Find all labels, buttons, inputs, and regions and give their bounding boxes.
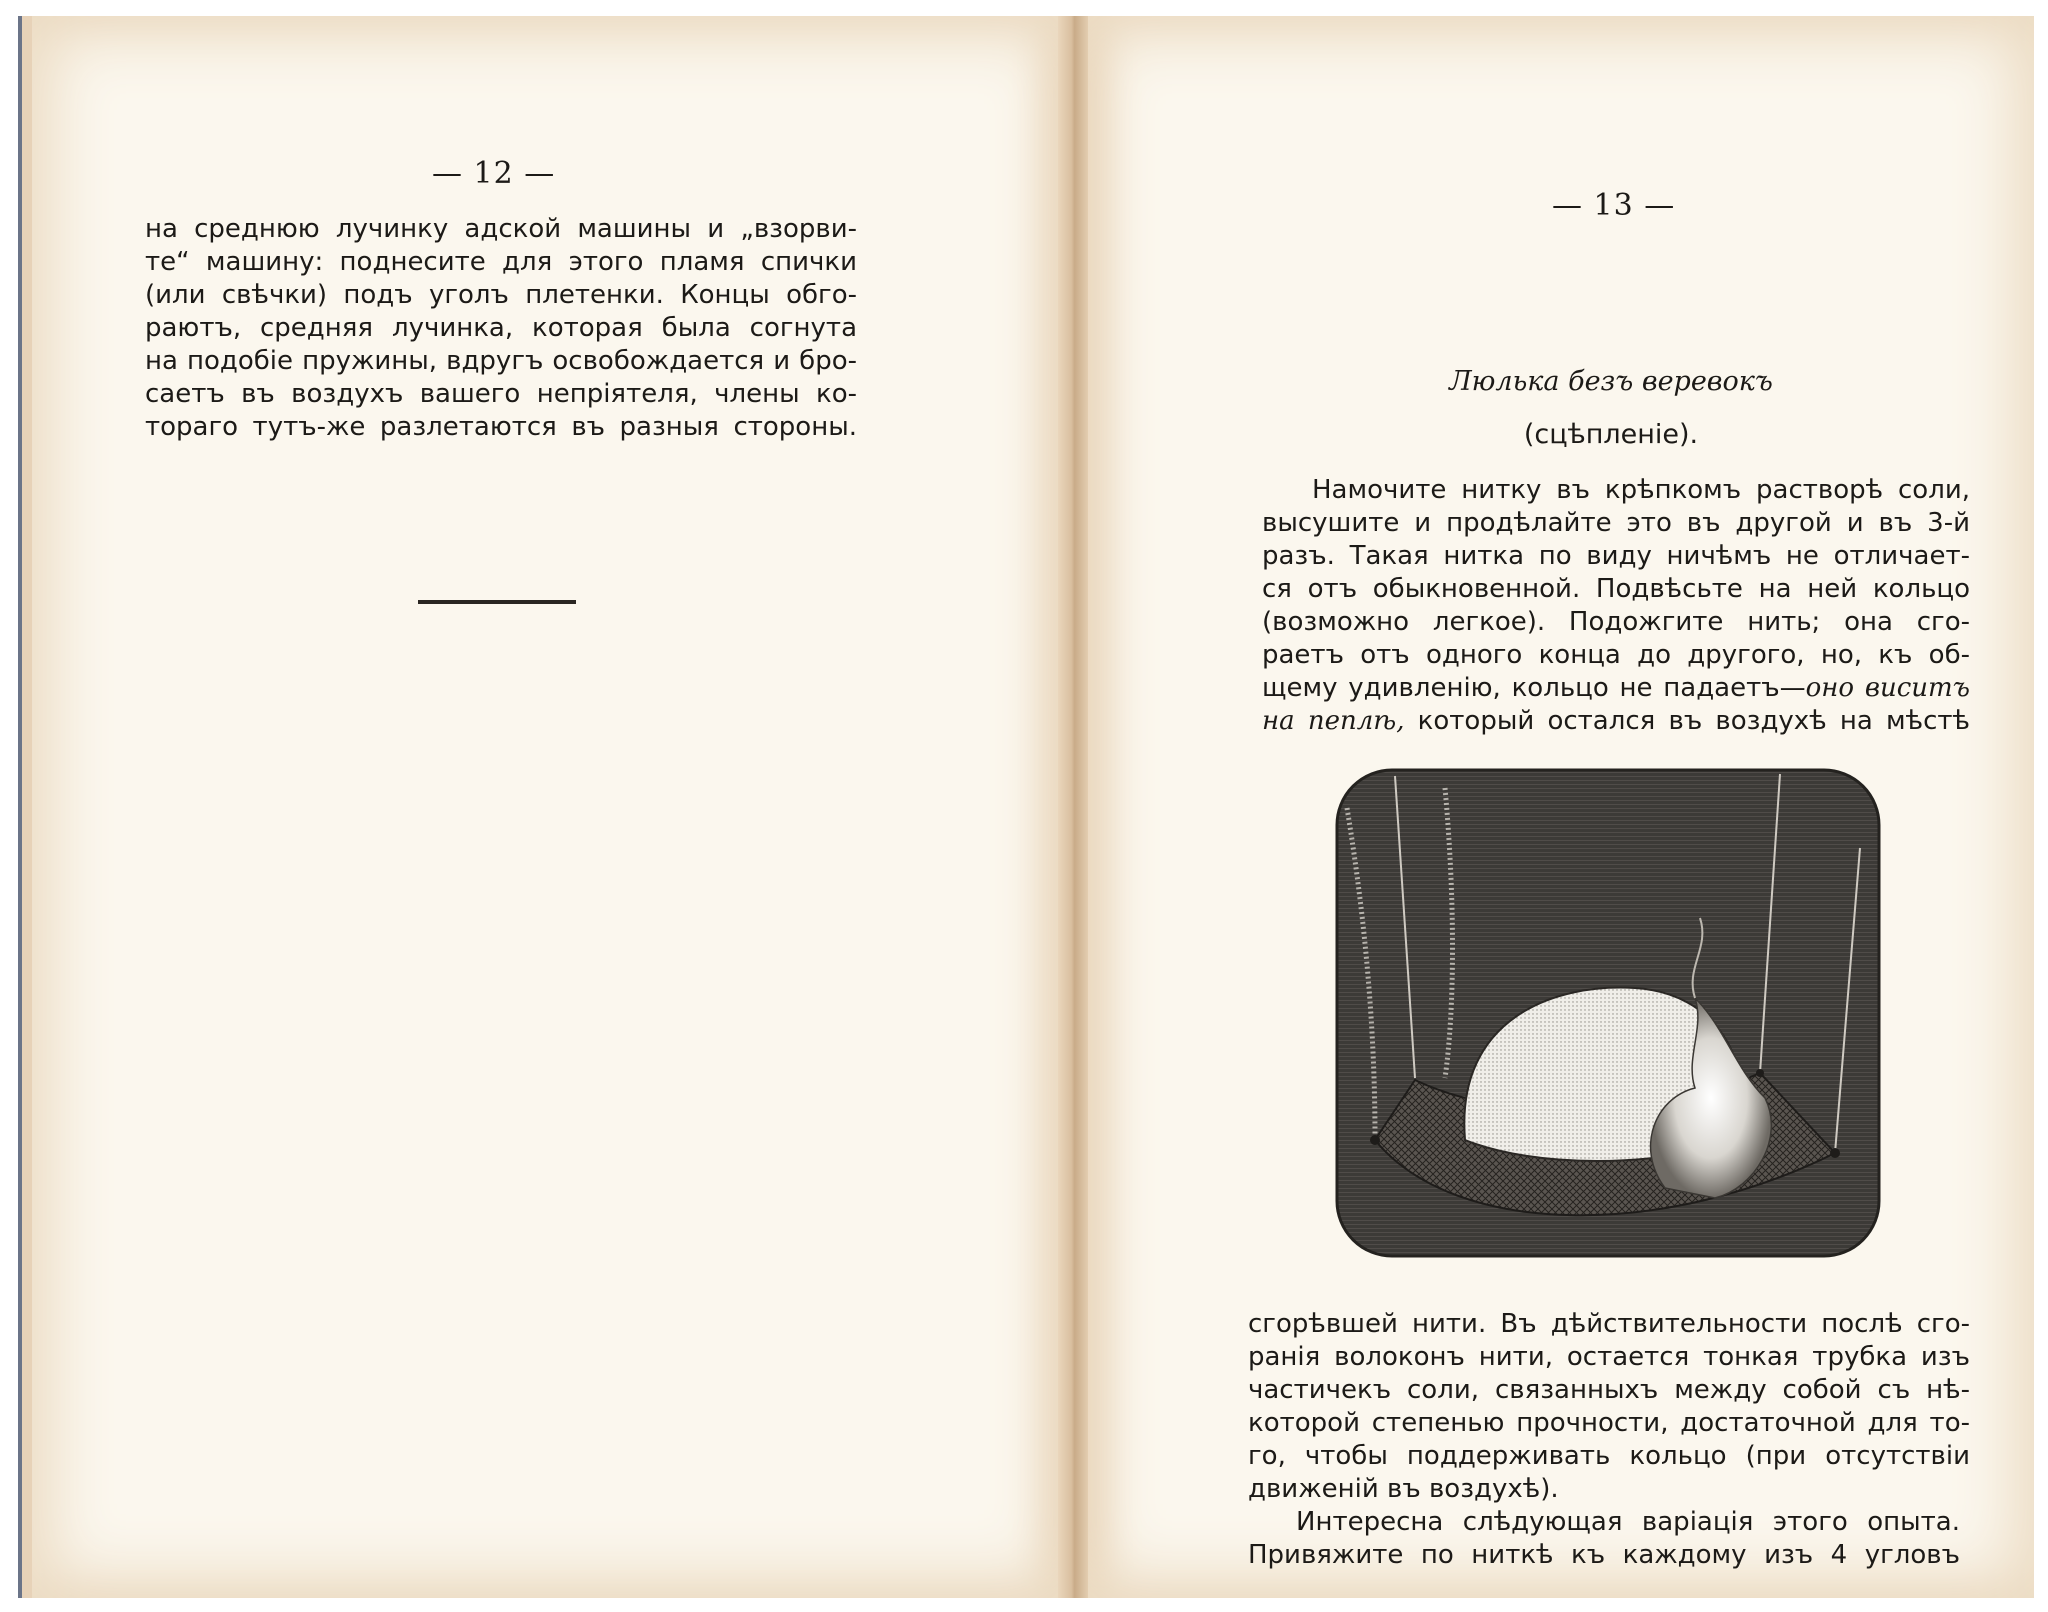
left-page-text	[145, 213, 857, 444]
paragraph-3	[1248, 1506, 1960, 1572]
italic-emphasis: на пеплѣ,	[1262, 706, 1405, 736]
text-line	[1262, 672, 1970, 705]
text-line: Интересна слѣдующая варіація этого опыта.	[1296, 1507, 1960, 1537]
text-line: которой степенью прочности, достаточной для то-	[1248, 1408, 1970, 1438]
text-line: высушите и продѣлайте это въ другой и въ 3-й	[1262, 508, 1970, 538]
text-line: тораго тутъ-же разлетаются въ разныя стороны.	[145, 412, 857, 442]
text-line: сгорѣвшей нити. Въ дѣйствительности послѣ сго-	[1248, 1309, 1970, 1339]
paragraph-2	[1248, 1308, 1970, 1506]
text-line: Привяжите по ниткѣ къ каждому изъ 4 угловъ	[1248, 1540, 1960, 1570]
italic-emphasis: оно виситъ	[1805, 673, 1970, 703]
right-page-number: — 13 —	[1552, 188, 1676, 223]
hammock-illustration	[1335, 768, 1881, 1258]
text-line: (возможно легкое). Подожгите нить; она сго-	[1262, 607, 1970, 637]
text-line: ранія волоконъ нити, остается тонкая трубка изъ	[1248, 1342, 1970, 1372]
section-subtitle: (сцѣпленіе).	[1523, 419, 1699, 450]
text-line: на подобіе пружины, вдругъ освобождается и бро-	[145, 346, 857, 376]
left-page-number: — 12 —	[432, 156, 556, 191]
paragraph-1	[1262, 474, 1970, 738]
text-line: частичекъ соли, связанныхъ между собой съ нѣ-	[1248, 1375, 1970, 1405]
text-line: го, чтобы поддерживать кольцо (при отсутствіи	[1248, 1441, 1970, 1471]
text-line: на среднюю лучинку адской машины и „взорви-	[145, 214, 857, 244]
text-line: раютъ, средняя лучинка, которая была согнута	[145, 313, 857, 343]
text-line: Намочите нитку въ крѣпкомъ растворѣ соли,	[1312, 475, 1970, 505]
text-run: щему удивленію, кольцо не падаетъ—	[1262, 673, 1806, 703]
text-line: раетъ отъ одного конца до другого, но, къ об-	[1262, 640, 1970, 670]
text-line: движеній въ воздухѣ).	[1248, 1474, 1559, 1504]
section-title: Люлька безъ веревокъ	[1449, 366, 1773, 397]
book-gutter	[1058, 16, 1088, 1598]
text-line: саетъ въ воздухъ вашего непріятеля, члены ко-	[145, 379, 857, 409]
text-line: ся отъ обыкновенной. Подвѣсьте на ней кольцо	[1262, 574, 1970, 604]
text-line: (или свѣчки) подъ уголъ плетенки. Концы обго-	[145, 280, 857, 310]
text-line: разъ. Такая нитка по виду ничѣмъ не отличает-	[1262, 541, 1970, 571]
text-line	[1262, 705, 1970, 738]
text-line: те“ машину: поднесите для этого пламя спички	[145, 247, 857, 277]
end-of-section-rule	[418, 600, 576, 604]
text-run: который остался въ воздухѣ на мѣстѣ	[1404, 706, 1970, 736]
